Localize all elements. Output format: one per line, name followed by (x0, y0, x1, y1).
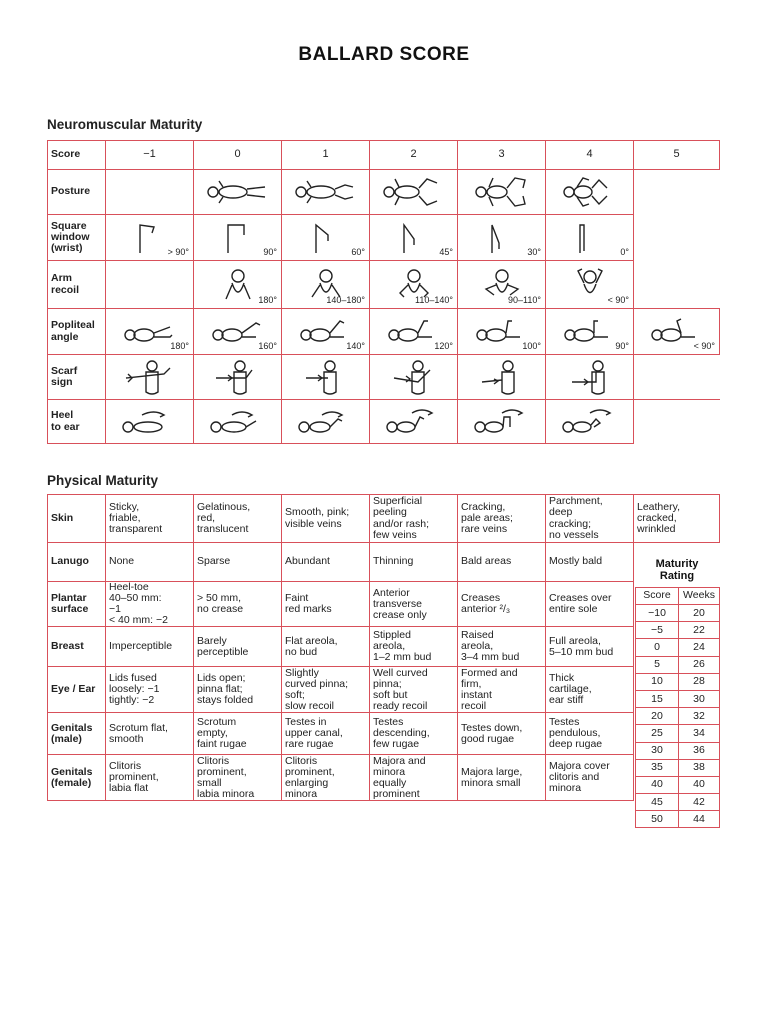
maturity-rating-weeks: 24 (679, 639, 720, 656)
maturity-rating-score: 50 (636, 811, 679, 828)
popliteal-angle-4: 90° (615, 340, 629, 351)
physical-row (48, 495, 720, 543)
physical-cell: > 50 mm, no crease (194, 582, 282, 627)
physical-row (48, 627, 720, 667)
physical-cell: Gelatinous, red, translucent (194, 495, 282, 543)
physical-cell: Leathery, cracked, wrinkled (634, 495, 720, 543)
maturity-rating-weeks: 26 (679, 656, 720, 673)
page-title: BALLARD SCORE (298, 44, 470, 65)
square-window-angle-4: 0° (620, 246, 629, 257)
heel-figure-2 (370, 400, 458, 444)
maturity-rating-row (636, 742, 720, 759)
maturity-rating-row (636, 605, 720, 622)
arm-recoil-figure-1 (282, 261, 370, 309)
maturity-rating-weeks: 32 (679, 708, 720, 725)
square-window-angle-2: 45° (439, 246, 453, 257)
physical-cell: Smooth, pink; visible veins (282, 495, 370, 543)
maturity-rating-row (636, 776, 720, 793)
physical-row (48, 755, 720, 801)
square-window-label: Square window (wrist) (48, 215, 106, 261)
maturity-rating-weeks: 44 (679, 811, 720, 828)
physical-cell: Thinning (370, 543, 458, 582)
maturity-rating-row (636, 673, 720, 690)
maturity-rating-title: Maturity Rating (655, 558, 699, 583)
heel-figure-3 (458, 400, 546, 444)
physical-row-label: Skin (48, 495, 106, 543)
maturity-rating-weeks: 34 (679, 725, 720, 742)
heel-to-ear-label: Heel to ear (48, 400, 106, 444)
popliteal-figure-0 (194, 309, 282, 355)
posture-figure-1 (282, 170, 370, 215)
maturity-rating-weeks: 30 (679, 690, 720, 707)
popliteal-figure-1 (282, 309, 370, 355)
scarf-figure-4 (546, 355, 634, 400)
physical-cell: Stippled areola, 1–2 mm bud (370, 627, 458, 667)
arm-recoil-angle-1: 140–180° (326, 294, 365, 305)
score-0: 0 (194, 141, 282, 170)
maturity-rating-row (636, 656, 720, 673)
physical-cell: Raised areola, 3–4 mm bud (458, 627, 546, 667)
score-4: 4 (546, 141, 634, 170)
posture-figure-2 (370, 170, 458, 215)
square-window-angle--1: > 90° (167, 246, 189, 257)
maturity-rating-score: 25 (636, 725, 679, 742)
maturity-rating-score: 0 (636, 639, 679, 656)
score-minus-1: −1 (106, 141, 194, 170)
physical-cell: Creases over entire sole (546, 582, 634, 627)
arm-recoil-figure-3 (458, 261, 546, 309)
score-2: 2 (370, 141, 458, 170)
arm-recoil-angle-2: 110–140° (415, 294, 453, 305)
maturity-rating-score: 5 (636, 656, 679, 673)
maturity-rating-weeks: 42 (679, 794, 720, 811)
arm-recoil-angle-3: 90–110° (508, 294, 541, 305)
score-3: 3 (458, 141, 546, 170)
physical-cell: Mostly bald (546, 543, 634, 582)
arm-recoil-label: Arm recoil (48, 261, 106, 309)
physical-cell: Testes in upper canal, rare rugae (282, 713, 370, 755)
arm-recoil-angle-0: 180° (258, 294, 277, 305)
square-window-angle-3: 30° (527, 246, 541, 257)
physical-cell: Clitoris prominent, labia flat (106, 755, 194, 801)
maturity-rating-weeks: 20 (679, 605, 720, 622)
popliteal-figure-3 (458, 309, 546, 355)
physical-cell: Heel-toe 40–50 mm: −1 < 40 mm: −2 (106, 582, 194, 627)
posture-empty-cell (106, 170, 194, 215)
popliteal-angle-5: < 90° (693, 340, 715, 351)
physical-row-label: Eye / Ear (48, 667, 106, 713)
physical-row-label: Genitals (female) (48, 755, 106, 801)
score-5: 5 (634, 141, 720, 170)
posture-figure-4 (546, 170, 634, 215)
popliteal-angle--1: 180° (170, 340, 189, 351)
heel-figure-4 (546, 400, 634, 444)
physical-cell: Faint red marks (282, 582, 370, 627)
score-1: 1 (282, 141, 370, 170)
arm-recoil-figure-2 (370, 261, 458, 309)
arm-recoil-angle-4: < 90° (607, 294, 629, 305)
arm-recoil-figure-4 (546, 261, 634, 309)
score-header: Score (48, 141, 106, 170)
heel-figure--1 (106, 400, 194, 444)
physical-cell: Parchment, deep cracking; no vessels (546, 495, 634, 543)
physical-cell: Scrotum empty, faint rugae (194, 713, 282, 755)
scarf-figure--1 (106, 355, 194, 400)
scarf-sign-label: Scarf sign (48, 355, 106, 400)
popliteal-figure--1 (106, 309, 194, 355)
physical-row-label: Lanugo (48, 543, 106, 582)
popliteal-figure-2 (370, 309, 458, 355)
physical-cell: None (106, 543, 194, 582)
arm-recoil-empty-cell (106, 261, 194, 309)
physical-cell: Flat areola, no bud (282, 627, 370, 667)
square-window-angle-1: 60° (351, 246, 365, 257)
physical-cell: Testes down, good rugae (458, 713, 546, 755)
square-window-figure-3 (458, 215, 546, 261)
posture-label: Posture (48, 170, 106, 215)
square-window-figure-4 (546, 215, 634, 261)
maturity-rating-row (636, 725, 720, 742)
maturity-rating-score: 45 (636, 794, 679, 811)
physical-cell: Creases anterior ²/₃ (458, 582, 546, 627)
physical-row-label: Breast (48, 627, 106, 667)
maturity-rating-score: 30 (636, 742, 679, 759)
maturity-rating-score: −5 (636, 622, 679, 639)
physical-cell: Testes pendulous, deep rugae (546, 713, 634, 755)
posture-figure-0 (194, 170, 282, 215)
physical-cell: Abundant (282, 543, 370, 582)
square-window-figure-1 (282, 215, 370, 261)
maturity-rating-weeks: 40 (679, 776, 720, 793)
physical-row (48, 713, 720, 755)
physical-cell: Bald areas (458, 543, 546, 582)
physical-row-label: Plantar surface (48, 582, 106, 627)
physical-cell: Thick cartilage, ear stiff (546, 667, 634, 713)
physical-maturity-table (47, 494, 720, 801)
maturity-rating-row (636, 794, 720, 811)
physical-cell: Slightly curved pinna; soft; slow recoil (282, 667, 370, 713)
mr-score-header: Score (636, 588, 679, 605)
physical-row (48, 543, 720, 582)
popliteal-angle-3: 100° (522, 340, 541, 351)
popliteal-angle-2: 120° (434, 340, 453, 351)
maturity-rating-score: 35 (636, 759, 679, 776)
square-window-figure--1 (106, 215, 194, 261)
maturity-rating-row (636, 622, 720, 639)
popliteal-figure-5 (634, 309, 720, 355)
physical-row (48, 667, 720, 713)
physical-cell: Anterior transverse crease only (370, 582, 458, 627)
physical-row-label: Genitals (male) (48, 713, 106, 755)
physical-cell: Sparse (194, 543, 282, 582)
physical-cell: Imperceptible (106, 627, 194, 667)
maturity-rating-score: 10 (636, 673, 679, 690)
physical-cell: Majora cover clitoris and minora (546, 755, 634, 801)
maturity-rating-weeks: 38 (679, 759, 720, 776)
maturity-rating-row (636, 708, 720, 725)
physical-cell: Lids fused loosely: −1 tightly: −2 (106, 667, 194, 713)
maturity-rating-row (636, 759, 720, 776)
square-window-figure-2 (370, 215, 458, 261)
maturity-rating-weeks: 28 (679, 673, 720, 690)
popliteal-angle-label: Popliteal angle (48, 309, 106, 355)
physical-row (48, 582, 720, 627)
maturity-rating-score: 40 (636, 776, 679, 793)
maturity-rating-score: 20 (636, 708, 679, 725)
neuromuscular-section-title: Neuromuscular Maturity (47, 117, 203, 132)
popliteal-figure-4 (546, 309, 634, 355)
physical-cell: Sticky, friable, transparent (106, 495, 194, 543)
physical-cell: Formed and firm, instant recoil (458, 667, 546, 713)
physical-cell: Lids open; pinna flat; stays folded (194, 667, 282, 713)
physical-section-title: Physical Maturity (47, 473, 159, 488)
arm-recoil-figure-0 (194, 261, 282, 309)
scarf-figure-0 (194, 355, 282, 400)
neuromuscular-table (47, 140, 720, 444)
physical-cell: Clitoris prominent, small labia minora (194, 755, 282, 801)
maturity-rating-weeks: 36 (679, 742, 720, 759)
square-window-angle-0: 90° (263, 246, 277, 257)
popliteal-angle-0: 160° (258, 340, 277, 351)
maturity-rating-score: 15 (636, 690, 679, 707)
physical-cell: Clitoris prominent, enlarging minora (282, 755, 370, 801)
maturity-rating-row (636, 639, 720, 656)
heel-figure-1 (282, 400, 370, 444)
maturity-rating-row (636, 690, 720, 707)
physical-cell: Scrotum flat, smooth (106, 713, 194, 755)
physical-cell: Majora and minora equally prominent (370, 755, 458, 801)
posture-figure-3 (458, 170, 546, 215)
maturity-rating-score: −10 (636, 605, 679, 622)
scarf-figure-2 (370, 355, 458, 400)
maturity-rating-row (636, 811, 720, 828)
physical-cell: Full areola, 5–10 mm bud (546, 627, 634, 667)
scarf-figure-3 (458, 355, 546, 400)
physical-cell: Barely perceptible (194, 627, 282, 667)
scarf-figure-1 (282, 355, 370, 400)
physical-cell: Superficial peeling and/or rash; few veins (370, 495, 458, 543)
maturity-rating-weeks: 22 (679, 622, 720, 639)
physical-cell: Testes descending, few rugae (370, 713, 458, 755)
maturity-rating-table (635, 587, 720, 828)
physical-cell: Well curved pinna; soft but ready recoil (370, 667, 458, 713)
heel-empty-cell (634, 400, 720, 444)
mr-weeks-header: Weeks (679, 588, 720, 605)
popliteal-angle-1: 140° (346, 340, 365, 351)
heel-figure-0 (194, 400, 282, 444)
physical-cell: Cracking, pale areas; rare veins (458, 495, 546, 543)
square-window-figure-0 (194, 215, 282, 261)
physical-cell: Majora large, minora small (458, 755, 546, 801)
